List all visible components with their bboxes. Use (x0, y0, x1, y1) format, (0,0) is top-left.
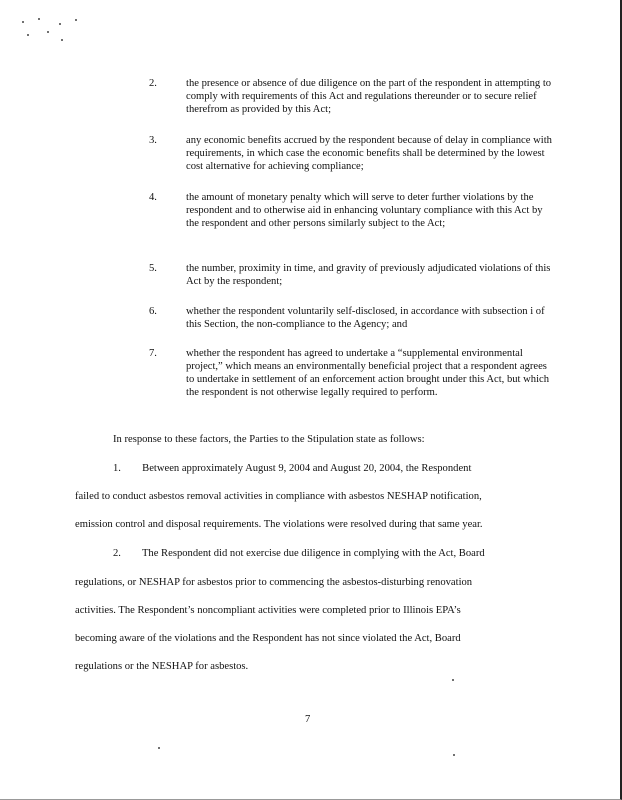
list-item-number: 4. (149, 192, 157, 203)
scan-speck (38, 18, 40, 20)
paragraph-1-line: failed to conduct asbestos removal activities in compliance with asbestos NESHAP notification, (75, 491, 482, 502)
list-item-text: any economic benefits accrued by the respondent because of delay in compliance with requirements, in which case the economic benefits shall be determined by the lowest cost alternative for achieving compliance; (186, 135, 552, 172)
list-item-text: the number, proximity in time, and gravity of previously adjudicated violations of this Act by the respondent; (186, 263, 551, 287)
page-number: 7 (305, 714, 311, 725)
scan-speck (47, 31, 49, 33)
list-item-text: the amount of monetary penalty which will serve to deter further violations by the respondent and to otherwise aid in enhancing voluntary compliance with this Act by the respondent and other persons similarly subject to the Act; (186, 192, 543, 229)
paragraph-2-line: activities. The Respondent’s noncompliant activities were completed prior to Illinois EPA’s (75, 605, 461, 616)
paragraph-2-line: 2. The Respondent did not exercise due diligence in complying with the Act, Board (113, 548, 485, 559)
scan-speck (61, 39, 63, 41)
scan-speck (452, 679, 454, 681)
list-item-number: 6. (149, 306, 157, 317)
paragraph-2-line: regulations, or NESHAP for asbestos prior to commencing the asbestos-disturbing renovation (75, 577, 473, 588)
list-item-text: whether the respondent has agreed to undertake a “supplemental environmental project,” which means an environmentally beneficial project that a respondent agrees to undertake in settlement of an enforcement action brought under this Act, but which the respondent is not otherwise legally required to perform. (186, 348, 550, 398)
scan-speck (22, 21, 24, 23)
scan-speck (75, 19, 77, 21)
list-item-number: 2. (149, 78, 157, 89)
intro-text: In response to these factors, the Parties to the Stipulation state as follows: (113, 434, 425, 445)
list-item-text: the presence or absence of due diligence on the part of the respondent in attempting to comply with requirements of this Act and regulations thereunder or to secure relief therefrom as provided by this Act; (186, 78, 552, 115)
paragraph-2-line: regulations or the NESHAP for asbestos. (75, 661, 249, 672)
scan-speck (158, 747, 160, 749)
list-item-text: whether the respondent voluntarily self-disclosed, in accordance with subsection i of this Section, the non-compliance to the Agency; and (186, 306, 545, 330)
list-item-number: 7. (149, 348, 157, 359)
scan-speck (59, 23, 61, 25)
paragraph-1-line: 1. Between approximately August 9, 2004 and August 20, 2004, the Respondent (113, 463, 472, 474)
paragraph-1-line: emission control and disposal requirements. The violations were resolved during that same year. (75, 519, 483, 530)
paragraph-2-line: becoming aware of the violations and the Respondent has not since violated the Act, Board (75, 633, 461, 644)
list-item-number: 5. (149, 263, 157, 274)
list-item-number: 3. (149, 135, 157, 146)
scan-speck (453, 754, 455, 756)
scan-speck (27, 34, 29, 36)
